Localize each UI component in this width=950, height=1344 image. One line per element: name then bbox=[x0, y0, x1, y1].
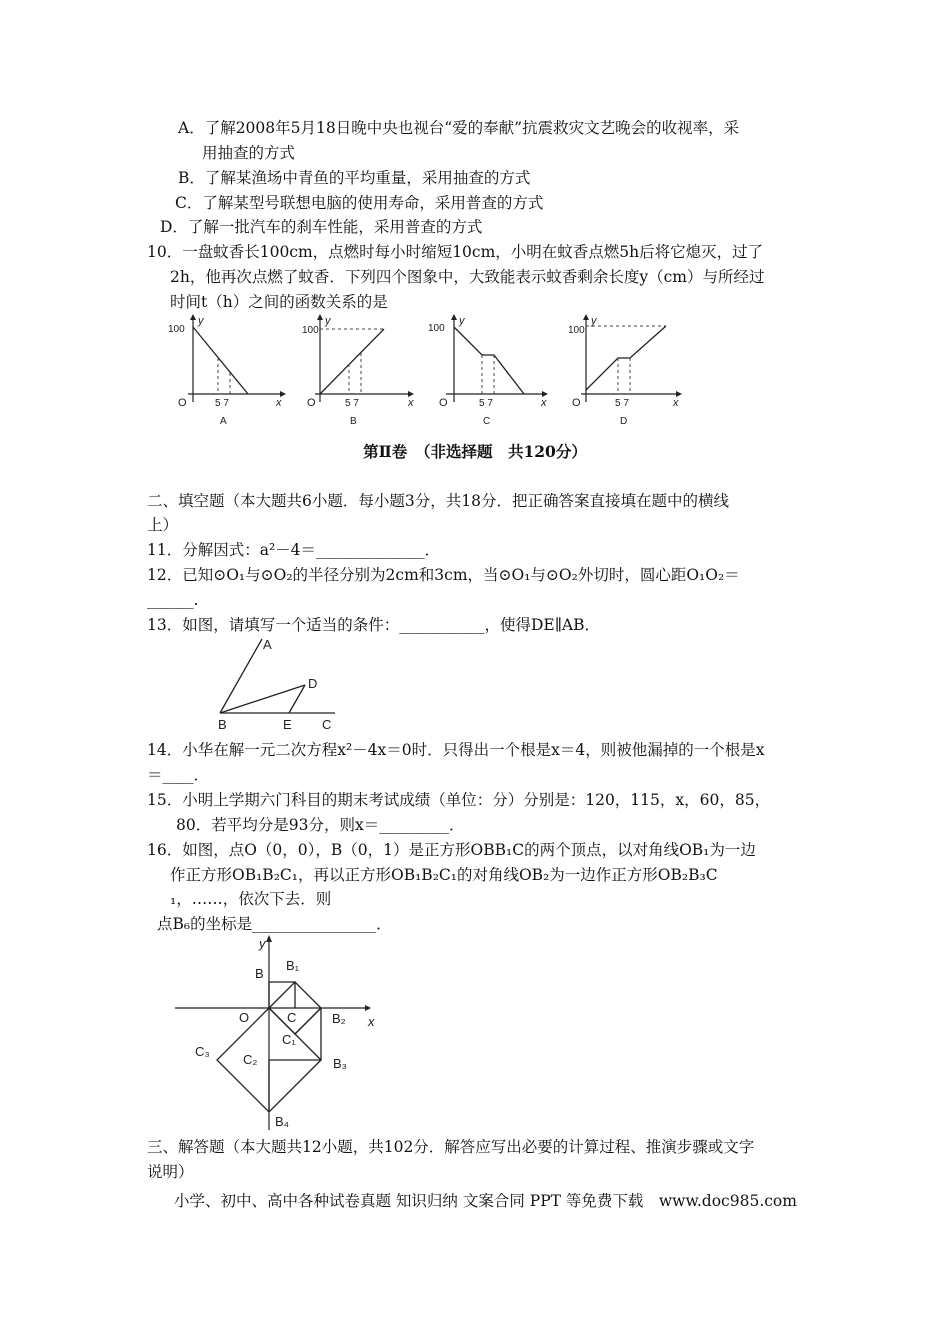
graph-b-y-label: y bbox=[325, 315, 331, 327]
q16-line2: 作正方形OB₁B₂C₁，再以正方形OB₁B₂C₁的对角线OB₂为一边作正方形OB₂B₃C bbox=[170, 866, 718, 884]
q9-option-a-line2: 用抽查的方式 bbox=[202, 144, 296, 162]
graph-a-x-ticks: 5 7 bbox=[215, 398, 229, 409]
solve-intro-line2: 说明） bbox=[147, 1163, 194, 1181]
q10-graph-c bbox=[426, 312, 556, 427]
q15-line2: 80．若平均分是93分，则x＝_________． bbox=[176, 816, 465, 834]
graph-d-caption: D bbox=[620, 416, 628, 427]
graph-b-x-ticks: 5 7 bbox=[345, 398, 359, 409]
footer-text: 小学、初中、高中各种试卷真题 知识归纳 文案合同 PPT 等免费下载 www.doc985.com bbox=[174, 1192, 797, 1210]
q10-line3: 时间t（h）之间的函数关系的是 bbox=[170, 293, 388, 311]
graph-c-origin: O bbox=[439, 397, 448, 409]
fill-intro-line1: 二、填空题（本大题共6小题．每小题3分，共18分．把正确答案直接填在题中的横线 bbox=[147, 492, 729, 510]
q16-label-b3: B₃ bbox=[333, 1056, 347, 1071]
q16-x-label: x bbox=[368, 1014, 375, 1029]
q14-line1: 14．小华在解一元二次方程x²－4x＝0时．只得出一个根是x＝4，则被他漏掉的一个根是x bbox=[147, 741, 765, 759]
q13-label-c: C bbox=[322, 717, 332, 732]
graph-d-x-label: x bbox=[673, 397, 679, 409]
section-2-title: 第Ⅱ卷 （非选择题 共120分） bbox=[363, 442, 587, 461]
q13-label-a: A bbox=[263, 637, 272, 652]
q16-label-o: O bbox=[239, 1010, 250, 1025]
graph-a-x-label: x bbox=[276, 397, 282, 409]
q15-line1: 15．小明上学期六门科目的期末考试成绩（单位：分）分别是：120，115，x，60，85， bbox=[147, 791, 771, 809]
graph-a-y-tick: 100 bbox=[168, 324, 185, 335]
q16-label-b4: B₄ bbox=[275, 1114, 289, 1129]
q12-line2: ______. bbox=[147, 591, 199, 609]
q10-line1: 10．一盘蚊香长100cm，点燃时每小时缩短10cm，小明在蚊香点燃5h后将它熄灭，过了 bbox=[147, 243, 764, 261]
graph-d-y-tick: 100 bbox=[568, 325, 585, 336]
graph-b-caption: B bbox=[350, 416, 357, 427]
q13: 13．如图，请填写一个适当的条件：___________，使得DE∥AB． bbox=[147, 616, 600, 634]
graph-b-origin: O bbox=[307, 397, 316, 409]
graph-a-origin: O bbox=[178, 397, 187, 409]
q16-label-b2: B₂ bbox=[332, 1011, 346, 1026]
graph-a-y-label: y bbox=[198, 315, 204, 327]
q12-line1: 12．已知⊙O₁与⊙O₂的半径分别为2cm和3cm，当⊙O₁与⊙O₂外切时，圆心距O₁O₂＝ bbox=[147, 566, 740, 584]
q9-option-d: D．了解一批汽车的刹车性能，采用普查的方式 bbox=[160, 218, 483, 236]
graph-d-y-label: y bbox=[591, 315, 597, 327]
q10-graph-b bbox=[300, 312, 420, 427]
q11: 11．分解因式：a²－4＝______________． bbox=[147, 541, 441, 559]
q13-label-d: D bbox=[308, 676, 318, 691]
q16-label-b1: B₁ bbox=[286, 958, 300, 973]
graph-c-caption: C bbox=[483, 416, 491, 427]
q16-y-label: y bbox=[259, 936, 266, 951]
graph-c-y-tick: 100 bbox=[428, 323, 445, 334]
graph-c-y-label: y bbox=[459, 315, 465, 327]
q16-line1: 16．如图，点O（0，0），B（0，1）是正方形OBB₁C的两个顶点，以对角线OB₁为一边 bbox=[147, 841, 756, 859]
fill-intro-line2: 上） bbox=[147, 516, 179, 534]
q10-graph-a bbox=[168, 312, 288, 427]
q10-line2: 2h，他再次点燃了蚊香．下列四个图象中，大致能表示蚊香剩余长度y（cm）与所经过 bbox=[170, 268, 765, 286]
q16-label-c1: C₁ bbox=[282, 1032, 296, 1047]
q16-label-c2: C₂ bbox=[243, 1052, 258, 1067]
graph-b-x-label: x bbox=[408, 397, 414, 409]
q13-label-b: B bbox=[218, 717, 227, 732]
q16-line3: ₁，……，依次下去．则 bbox=[170, 890, 332, 908]
graph-c-x-ticks: 5 7 bbox=[479, 398, 493, 409]
graph-c-x-label: x bbox=[541, 397, 547, 409]
q13-figure bbox=[205, 635, 350, 735]
q16-label-c: C bbox=[287, 1010, 297, 1025]
graph-a-caption: A bbox=[220, 416, 227, 427]
q16-figure bbox=[175, 930, 385, 1130]
q16-label-c3: C₃ bbox=[195, 1044, 210, 1059]
q10-graph-d bbox=[566, 312, 696, 427]
solve-intro-line1: 三、解答题（本大题共12小题，共102分．解答应写出必要的计算过程、推演步骤或文字 bbox=[147, 1138, 755, 1156]
q9-option-a-line1: A．了解2008年5月18日晚中央也视台“爱的奉献”抗震救灾文艺晚会的收视率，采 bbox=[178, 119, 740, 137]
q16-label-b: B bbox=[255, 966, 264, 981]
q9-option-c: C．了解某型号联想电脑的使用寿命，采用普查的方式 bbox=[175, 194, 544, 212]
graph-d-origin: O bbox=[572, 397, 581, 409]
q13-label-e: E bbox=[283, 717, 292, 732]
q9-option-b: B．了解某渔场中青鱼的平均重量，采用抽查的方式 bbox=[178, 169, 531, 187]
graph-d-x-ticks: 5 7 bbox=[615, 398, 629, 409]
q14-line2: ＝____． bbox=[147, 766, 210, 784]
graph-b-y-tick: 100 bbox=[302, 325, 319, 336]
q16-line4: 点B₆的坐标是________________． bbox=[157, 915, 392, 933]
